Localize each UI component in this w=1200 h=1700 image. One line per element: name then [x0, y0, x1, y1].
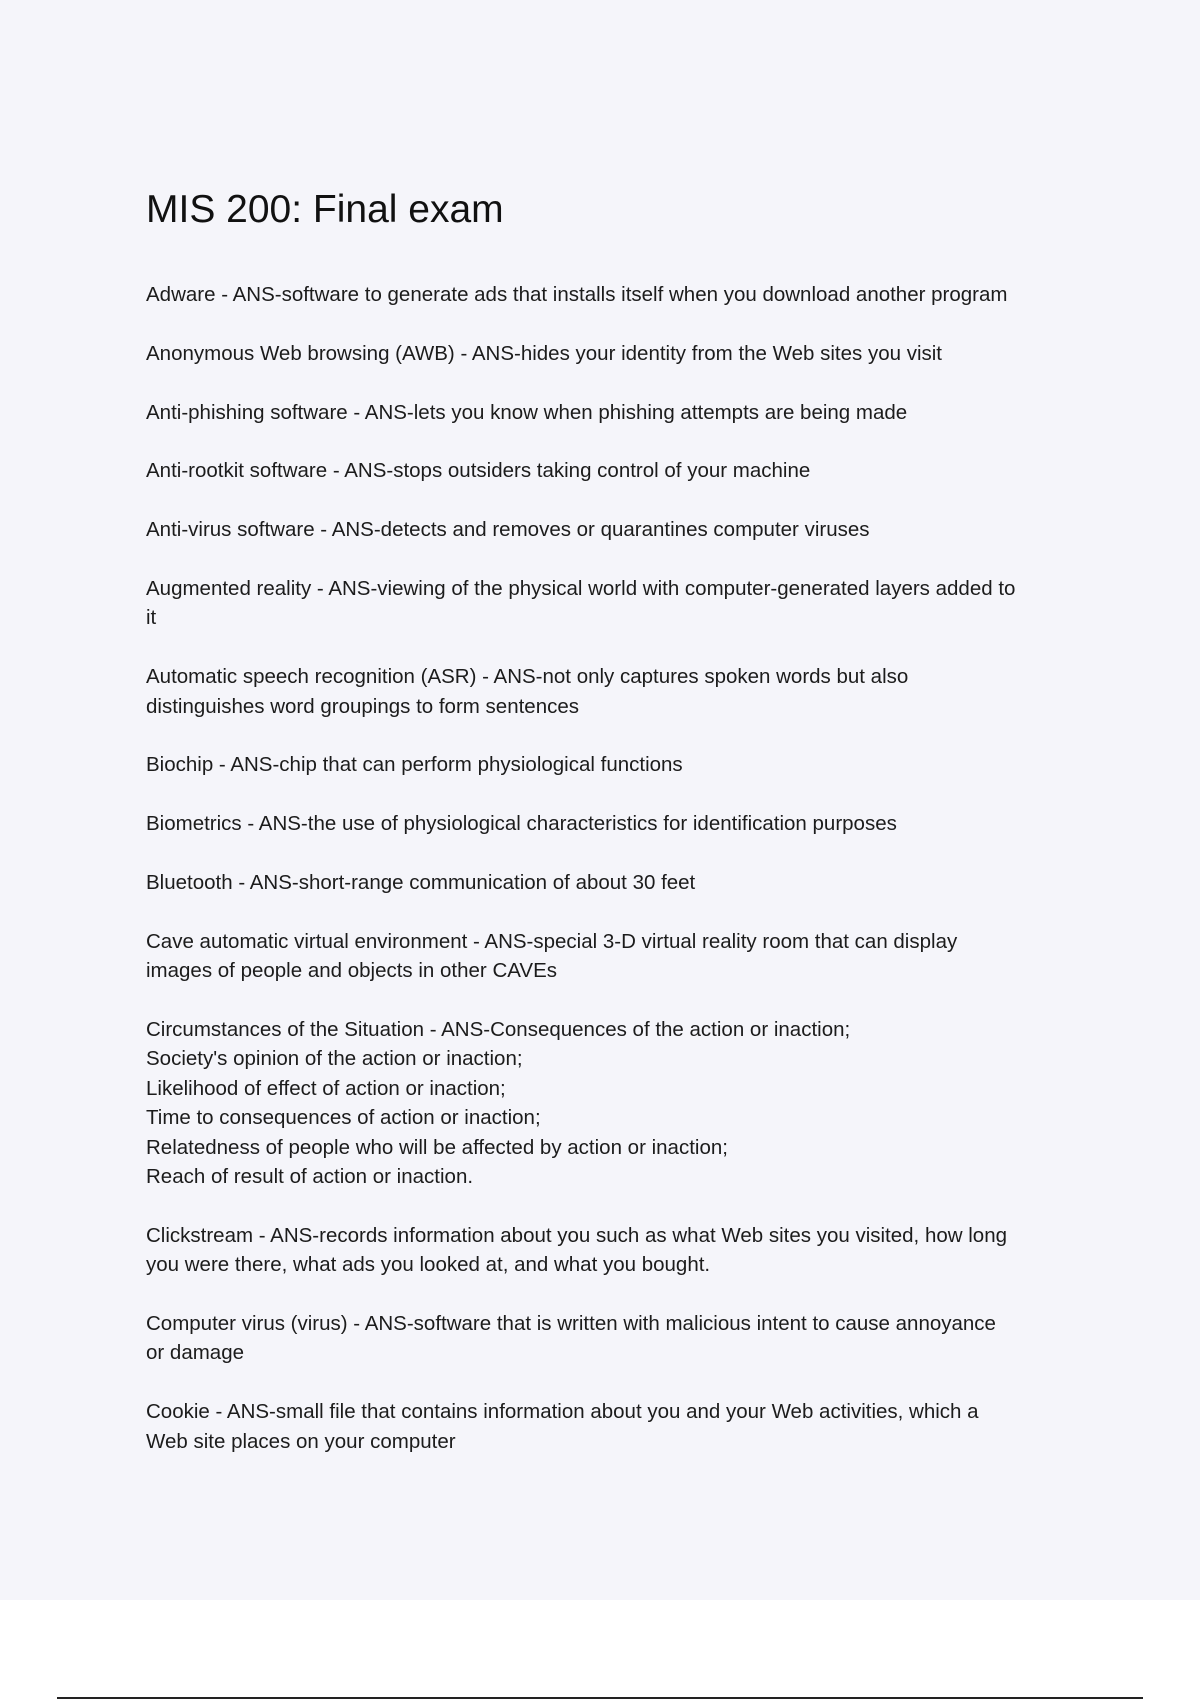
footer-divider [57, 1697, 1143, 1699]
entry-text-line: Cave automatic virtual environment - ANS-special 3-D virtual reality room that can display [146, 929, 958, 953]
glossary-list [146, 280, 1096, 1485]
glossary-entry [146, 750, 1096, 779]
glossary-entry [146, 574, 1096, 633]
entry-text-line: Biometrics - ANS-the use of physiological characteristics for identification purposes [146, 812, 897, 836]
glossary-entry [146, 339, 1096, 368]
entry-text-line: Anti-phishing software - ANS-lets you know when phishing attempts are being made [146, 400, 908, 424]
entry-text-line: Biochip - ANS-chip that can perform physiological functions [146, 753, 683, 777]
glossary-entry [146, 280, 1096, 309]
entry-text-line: Bluetooth - ANS-short-range communication of about 30 feet [146, 870, 696, 894]
entry-text-line: Anti-virus software - ANS-detects and removes or quarantines computer viruses [146, 518, 870, 542]
entry-text-line: images of people and objects in other CAVEs [146, 959, 558, 983]
glossary-entry [146, 1309, 1096, 1368]
entry-text-line: Anti-rootkit software - ANS-stops outsiders taking control of your machine [146, 459, 811, 483]
entry-text-line: it [146, 606, 157, 630]
entry-text-line: Reach of result of action or inaction. [146, 1165, 474, 1189]
glossary-entry [146, 809, 1096, 838]
entry-text-line: distinguishes word groupings to form sentences [146, 694, 580, 718]
entry-text-line: Relatedness of people who will be affected by action or inaction; [146, 1135, 728, 1159]
glossary-entry [146, 398, 1096, 427]
entry-text-line: Anonymous Web browsing (AWB) - ANS-hides your identity from the Web sites you visit [146, 341, 943, 365]
entry-text-line: Augmented reality - ANS-viewing of the physical world with computer-generated layers added to [146, 576, 1016, 600]
entry-text-line: or damage [146, 1341, 245, 1365]
glossary-entry [146, 1221, 1096, 1280]
glossary-entry [146, 662, 1096, 721]
glossary-entry [146, 1015, 1096, 1191]
glossary-entry [146, 927, 1096, 986]
page-title: MIS 200: Final exam [146, 188, 504, 231]
entry-text-line: Cookie - ANS-small file that contains information about you and your Web activities, which a [146, 1400, 979, 1424]
entry-text-line: you were there, what ads you looked at, and what you bought. [146, 1253, 711, 1277]
glossary-entry [146, 868, 1096, 897]
entry-text-line: Society's opinion of the action or inaction; [146, 1047, 523, 1071]
glossary-entry [146, 515, 1096, 544]
entry-text-line: Likelihood of effect of action or inaction; [146, 1076, 506, 1100]
entry-text-line: Web site places on your computer [146, 1429, 456, 1453]
entry-text-line: Adware - ANS-software to generate ads that installs itself when you download another program [146, 283, 1008, 306]
entry-text-line: Automatic speech recognition (ASR) - ANS-not only captures spoken words but also [146, 665, 909, 689]
entry-text-line: Time to consequences of action or inaction; [146, 1106, 541, 1130]
glossary-entry [146, 456, 1096, 485]
entry-text-line: Clickstream - ANS-records information about you such as what Web sites you visited, how long [146, 1223, 1007, 1247]
entry-text-line: Circumstances of the Situation - ANS-Consequences of the action or inaction; [146, 1017, 851, 1041]
glossary-entry [146, 1397, 1096, 1456]
entry-text-line: Computer virus (virus) - ANS-software that is written with malicious intent to cause annoyance [146, 1312, 996, 1336]
